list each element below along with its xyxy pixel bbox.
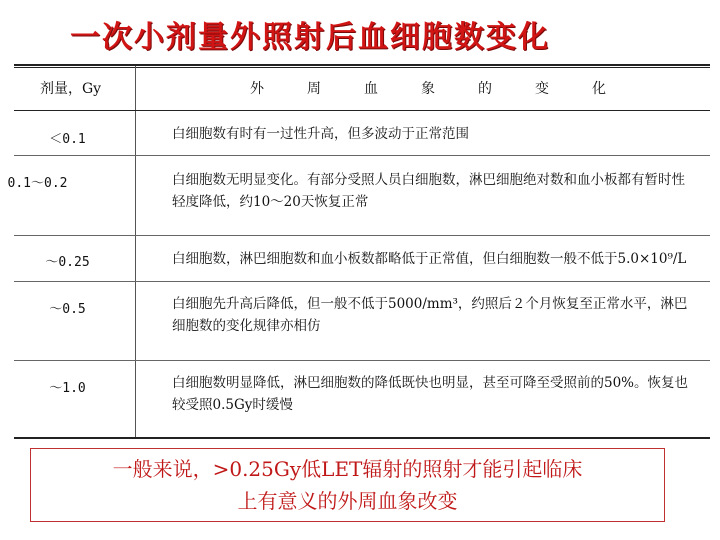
header-dose: 剂量，Gy <box>40 81 102 97</box>
conclusion-line-1: 一般来说，>0.25Gy低LET辐射的照射才能引起临床 <box>112 457 583 481</box>
row-description: 白细胞数明显降低，淋巴细胞数的降低既快也明显，甚至可降至受照前的50%。恢复也较受照0.5Gy时缓慢 <box>172 375 689 413</box>
row-description: 白细胞数无明显变化。有部分受照人员白细胞数，淋巴细胞绝对数和血小板都有暂时性轻度降低，约10～20天恢复正常 <box>172 172 685 210</box>
conclusion-line-2: 上有意义的外周血象改变 <box>237 489 458 513</box>
row-divider <box>14 281 710 282</box>
header-rule <box>14 110 710 111</box>
table-top-rule <box>14 64 710 66</box>
row-dose: ～0.25 <box>45 255 90 270</box>
table-top-rule-thin <box>14 67 710 68</box>
row-description: 白细胞先升高后降低，但一般不低于5000/mm³，约照后２个月恢复至正常水平，淋巴细胞数的变化规律亦相仿 <box>172 296 688 334</box>
row-divider <box>14 360 710 361</box>
column-divider <box>135 66 136 439</box>
slide-title: 一次小剂量外照射后血细胞数变化 <box>70 20 550 55</box>
row-dose: ～0.5 <box>49 302 86 317</box>
row-dose: 0.1～0.2 <box>7 176 68 191</box>
row-dose: ＜0.1 <box>49 132 86 147</box>
row-divider <box>14 155 710 156</box>
conclusion-box <box>30 448 665 522</box>
table-bottom-rule <box>14 437 710 439</box>
row-description: 白细胞数，淋巴细胞数和血小板数都略低于正常值，但白细胞数一般不低于5.0×10⁹/L <box>172 251 687 267</box>
row-divider <box>14 235 710 236</box>
row-dose: ～1.0 <box>49 381 86 396</box>
row-description: 白细胞数有时有一过性升高，但多波动于正常范围 <box>172 126 469 142</box>
